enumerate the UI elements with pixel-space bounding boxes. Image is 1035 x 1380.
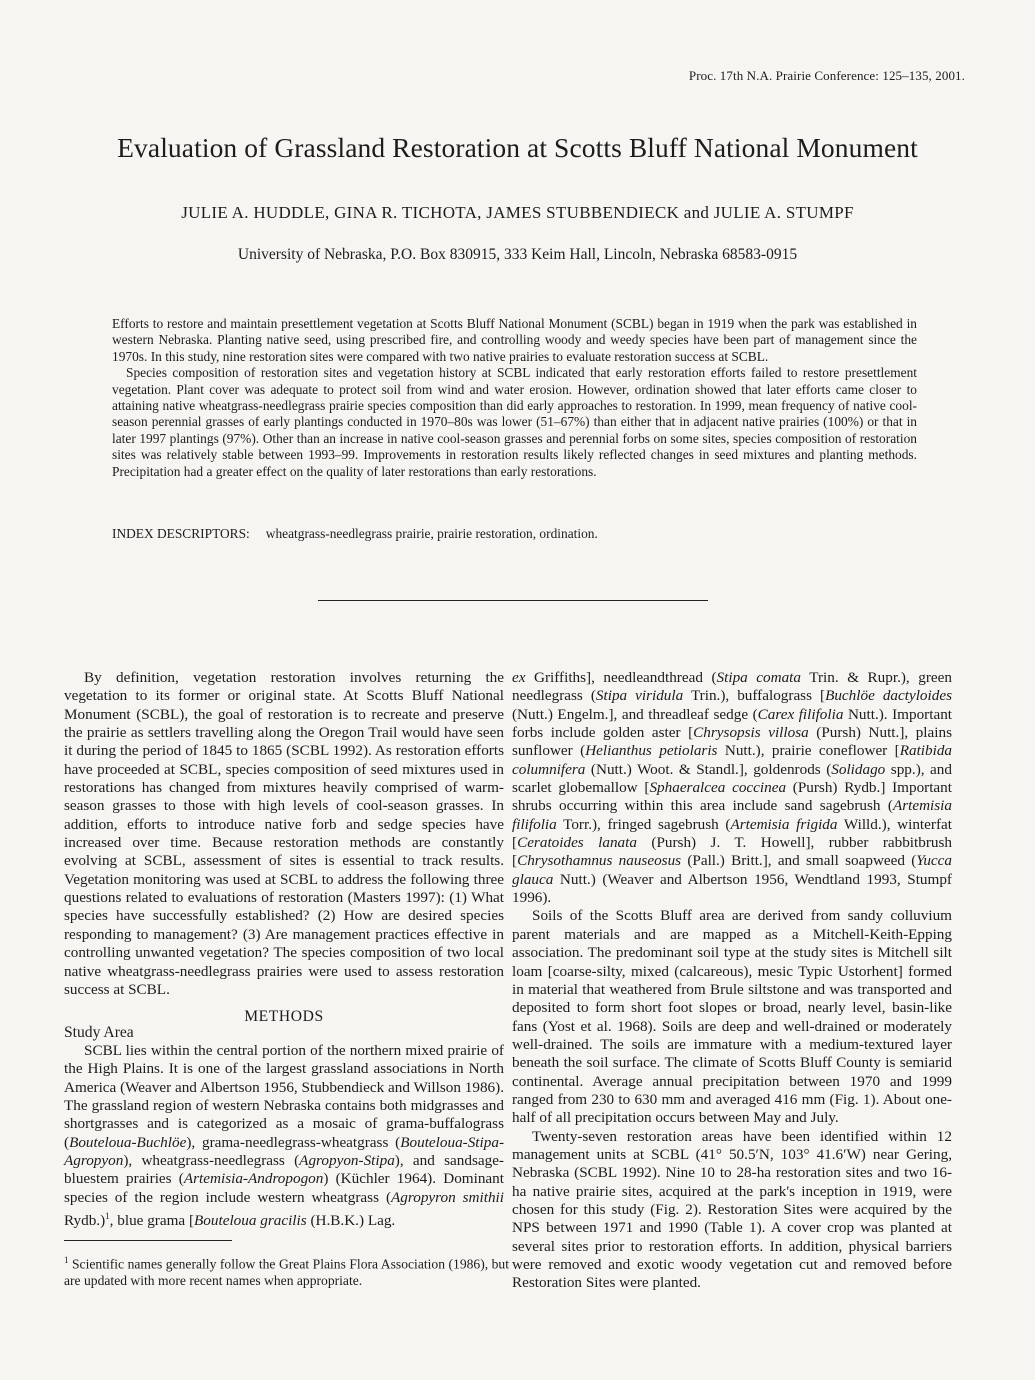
study-area-heading: Study Area xyxy=(64,1023,134,1041)
text-run: Nutt.) (Weaver and Albertson 1956, Wendtland 1993, Stumpf 1996). xyxy=(512,870,952,907)
study-area-paragraph-continued xyxy=(512,669,952,907)
footnote-marker: 1 xyxy=(105,1210,110,1221)
taxon-name: Buchlöe dactyloides xyxy=(825,687,952,705)
abstract xyxy=(112,316,917,480)
text-run: (Nutt.) Woot. & Standl.], goldenrods ( xyxy=(585,760,832,778)
taxon-name: Ratibida columnifera xyxy=(512,742,953,778)
taxon-name: Carex filifolia xyxy=(757,705,844,723)
taxon-name: Bouteloua-Buchlöe xyxy=(69,1133,187,1151)
index-descriptors-terms: wheatgrass-needlegrass prairie, prairie restoration, ordination. xyxy=(265,526,598,541)
italic-text: ex xyxy=(512,669,526,686)
text-run: (Pall.) Britt.], and small soapweed ( xyxy=(681,852,917,870)
text-run: (Pursh) Nutt.], plains sunflower ( xyxy=(512,724,952,760)
taxon-name: Agropyron smithii xyxy=(391,1188,504,1206)
text-run: SCBL lies within the central portion of the northern mixed prairie of the High Plains. It is one of the largest grassland associations in North America (Weaver and Albertson 1956, Stubbendieck and Willson 1986). The grassland region of western Nebraska contains both midgrasses and shortgrasses and is categorized as a mosaic of grama-buffalograss ( xyxy=(64,1041,504,1151)
footnote xyxy=(64,1252,509,1289)
taxon-name: Artemisia-Andropogon xyxy=(183,1170,324,1188)
index-descriptors xyxy=(112,526,598,542)
footnote-number: 1 xyxy=(64,1255,69,1265)
right-column xyxy=(512,669,952,1293)
text-run: ), and sandsage-bluestem prairies ( xyxy=(64,1151,504,1188)
taxon-name: Helianthus petiolaris xyxy=(585,742,718,760)
text-run: Trin. & Rupr.), green needlegrass ( xyxy=(512,669,952,705)
taxon-name: Yucca glauca xyxy=(512,852,953,888)
section-divider xyxy=(318,600,708,601)
text-run: (Pursh) Rydb.] Important shrubs occurring within this area include sand sagebrush ( xyxy=(512,779,952,815)
text-run: (Pursh) J. T. Howell], rubber rabbitbrush [ xyxy=(512,834,952,870)
text-run: Trin.), buffalograss [ xyxy=(683,687,826,705)
index-descriptors-label: INDEX DESCRIPTORS: xyxy=(112,526,250,541)
methods-heading: METHODS xyxy=(244,1008,324,1026)
text-run: ), wheatgrass-needlegrass ( xyxy=(123,1151,300,1169)
text-run: , blue grama [ xyxy=(109,1212,195,1230)
footnote-text: Scientific names generally follow the Great Plains Flora Association (1986), but are updated with more recent names when appropriate. xyxy=(64,1256,509,1288)
taxon-name: Artemisia frigida xyxy=(730,815,838,833)
text-run: spp.), and scarlet globemallow [ xyxy=(512,760,952,797)
taxon-name: Solidago xyxy=(831,760,886,778)
abstract-paragraph-2: Species composition of restoration sites and vegetation history at SCBL indicated that early restoration efforts failed to restore presettlement vegetation. Plant cover was adequate to protect soil from wind and water erosion. However, ordination showed that later efforts came closer to attaining native wheatgrass-needlegrass prairie species composition than did early approaches to restoration. In 1999, mean frequency of native cool-season perennial grasses of early plantings conducted in 1970–80s was lower (51–67%) than either that in adjacent native prairies (100%) or that in later 1997 plantings (97%). Other than an increase in native cool-season grasses and perennial forbs on some sites, species composition of restoration sites was relatively stable between 1993–99. Improvements in restoration results likely reflected changes in seed mixtures and planting methods. Precipitation had a greater effect on the quality of later restorations than early restorations. xyxy=(112,365,917,479)
taxon-name: Bouteloua-Stipa-Agropyon xyxy=(64,1133,504,1169)
taxon-name: Ceratoides lanata xyxy=(517,834,637,852)
text-run: ) (Küchler 1964). Dominant species of the region include western wheatgrass ( xyxy=(64,1170,504,1206)
author-list: JULIE A. HUDDLE, GINA R. TICHOTA, JAMES STUBBENDIECK and JULIE A. STUMPF xyxy=(181,203,854,222)
taxon-name: Agropyon-Stipa xyxy=(299,1151,395,1169)
running-header-citation: Proc. 17th N.A. Prairie Conference: 125–135, 2001. xyxy=(688,68,965,83)
study-sites-paragraph: Twenty-seven restoration areas have been identified within 12 management units at SCBL (41° 50.5′N, 103° 41.6′W) near Gering, Nebraska (SCBL 1992). Nine 10 to 28-ha restoration sites and two 16-ha native prairie sites, acquired at the park's inception in 1919, were chosen for this study (Fig. 2). Restoration Sites were acquired by the NPS between 1971 and 1990 (Table 1). A cover crop was planted at several sites prior to restoration efforts. In addition, physical barriers were removed and exotic woody vegetation cut and removed before Restoration Sites were planted. xyxy=(512,1127,952,1292)
text-run: Nutt.), prairie coneflower [ xyxy=(717,742,900,760)
taxon-name: Artemisia filifolia xyxy=(512,797,952,833)
paper-title: Evaluation of Grassland Restoration at Scotts Bluff National Monument xyxy=(117,132,918,163)
introduction-paragraph: By definition, vegetation restoration involves returning the vegetation to its former or original state. At Scotts Bluff National Monument (SCBL), the goal of restoration is to recreate and preserve the prairie as settlers travelling along the Oregon Trail would have seen it during the period of 1845 to 1865 (SCBL 1992). As restoration efforts have proceeded at SCBL, species composition of seed mixtures used in restorations has changed from mixtures heavily comprised of warm-season grasses to those with high levels of cool-season grasses. In addition, efforts to introduce native forb and sedge species have increased over time. Because restoration methods are constantly evolving at SCBL, assessment of sites is essential to track results. Vegetation monitoring was used at SCBL to address the following three questions related to evaluations of restoration (Masters 1997): (1) What species have successfully established? (2) How are desired species responding to management? (3) Are management practices effective in controlling unwanted vegetation? The species composition of two local native wheatgrass-needlegrass prairies were used to assess restoration success at SCBL. xyxy=(64,669,504,998)
taxon-name: Stipa comata xyxy=(716,669,801,686)
abstract-paragraph-1: Efforts to restore and maintain presettlement vegetation at Scotts Bluff National Monument (SCBL) began in 1919 when the park was established in western Nebraska. Planting native seed, using prescribed fire, and controlling woody and weedy species have been part of management since the 1970s. In this study, nine restoration sites were compared with two native prairies to evaluate restoration success at SCBL. xyxy=(112,316,917,364)
text-run: (H.B.K.) Lag. xyxy=(306,1212,396,1230)
text-run: ), grama-needlegrass-wheatgrass ( xyxy=(186,1133,401,1151)
text-run: (Nutt.) Engelm.], and threadleaf sedge ( xyxy=(512,705,758,723)
text-run: Torr.), fringed sagebrush ( xyxy=(556,815,731,833)
author-affiliation: University of Nebraska, P.O. Box 830915, 333 Keim Hall, Lincoln, Nebraska 68583-0915 xyxy=(237,246,798,263)
taxon-name: Chrysopsis villosa xyxy=(693,724,809,742)
taxon-name: Bouteloua gracilis xyxy=(194,1212,307,1230)
soils-paragraph: Soils of the Scotts Bluff area are derived from sandy colluvium parent materials and are mapped as a Mitchell-Keith-Epping association. The predominant soil type at the study sites is Mitchell silt loam [coarse-silty, mixed (calcareous), mesic Typic Ustorhent] formed in material that weathered from Brule siltstone and was transported and deposited to form short foot slopes or broad, nearly level, basin-like fans (Yost et al. 1968). Soils are deep and well-drained or moderately well-drained. The soils are immature with a medium-textured layer beneath the soil surface. The climate of Scotts Bluff County is semiarid continental. Average annual precipitation between 1970 and 1999 ranged from 230 to 630 mm and averaged 416 mm (Fig. 1). About one-half of all precipitation occurs between May and July. xyxy=(512,907,952,1127)
text-run: Rydb.) xyxy=(64,1212,106,1230)
taxon-name: Chrysothamnus nauseosus xyxy=(517,852,682,870)
taxon-name: Stipa viridula xyxy=(595,687,684,705)
text-run: Willd.), winterfat [ xyxy=(512,815,952,852)
taxon-name: Sphaeralcea coccinea xyxy=(649,779,787,797)
text-run: Nutt.). Important forbs include golden aster [ xyxy=(512,705,953,742)
study-area-paragraph xyxy=(64,1042,504,1231)
text-run: Griffiths], needleandthread ( xyxy=(525,669,717,686)
left-column xyxy=(64,669,504,1230)
footnote-divider xyxy=(64,1240,232,1241)
